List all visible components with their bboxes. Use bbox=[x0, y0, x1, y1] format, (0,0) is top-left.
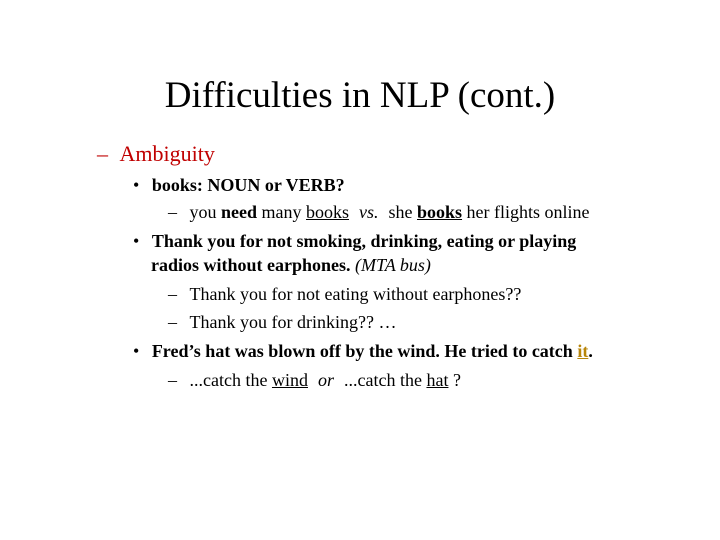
bullet-text: Thank you for not smoking, drinking, eating or playing bbox=[151, 231, 577, 251]
heading-ambiguity bbox=[97, 141, 215, 167]
bullet-thank-you bbox=[133, 230, 576, 252]
sub-item-catch bbox=[168, 369, 461, 391]
source-note: (MTA bus) bbox=[355, 255, 431, 275]
sub-item-eating bbox=[168, 283, 521, 305]
text-segment: ...catch the bbox=[189, 370, 272, 390]
text-segment: her flights online bbox=[462, 202, 590, 222]
dash-marker: – bbox=[168, 312, 177, 332]
heading-text: Ambiguity bbox=[119, 141, 215, 166]
bullet-text: books: NOUN or VERB? bbox=[151, 175, 345, 195]
text-segment-italic: or bbox=[317, 370, 334, 390]
dash-marker: – bbox=[97, 141, 108, 166]
bullet-marker: • bbox=[133, 231, 140, 251]
bullet-books bbox=[133, 174, 345, 196]
text-segment-underlined: hat bbox=[426, 370, 449, 390]
text-segment: ...catch the bbox=[343, 370, 427, 390]
text-segment-bold-underlined: books bbox=[417, 202, 463, 222]
text-segment-italic: vs. bbox=[359, 202, 379, 222]
text-segment-underlined: wind bbox=[271, 370, 308, 390]
text-segment: you bbox=[189, 202, 221, 222]
slide-title: Difficulties in NLP (cont.) bbox=[164, 75, 556, 116]
sub-item-books-example bbox=[168, 201, 590, 223]
text-segment: many bbox=[257, 202, 306, 222]
sub-item-text: Thank you for drinking?? … bbox=[189, 312, 397, 332]
bullet-text-continued: radios without earphones. bbox=[151, 255, 351, 275]
bullet-marker: • bbox=[133, 341, 140, 361]
bullet-text-end: . bbox=[588, 341, 593, 361]
bullet-marker: • bbox=[133, 175, 140, 195]
sub-item-text: Thank you for not eating without earphones?? bbox=[189, 284, 522, 304]
dash-marker: – bbox=[168, 202, 177, 222]
text-segment: ? bbox=[448, 370, 461, 390]
pronoun-it: it bbox=[577, 341, 589, 361]
sub-item-drinking bbox=[168, 311, 396, 333]
bullet-freds-hat bbox=[133, 340, 593, 362]
bullet-text: Fred’s hat was blown off by the wind. He tried to catch bbox=[151, 341, 578, 361]
dash-marker: – bbox=[168, 284, 177, 304]
text-segment-bold: need bbox=[221, 202, 257, 222]
dash-marker: – bbox=[168, 370, 177, 390]
bullet-thank-you-continued bbox=[151, 254, 431, 276]
text-segment-underlined: books bbox=[306, 202, 350, 222]
text-segment: she bbox=[388, 202, 418, 222]
